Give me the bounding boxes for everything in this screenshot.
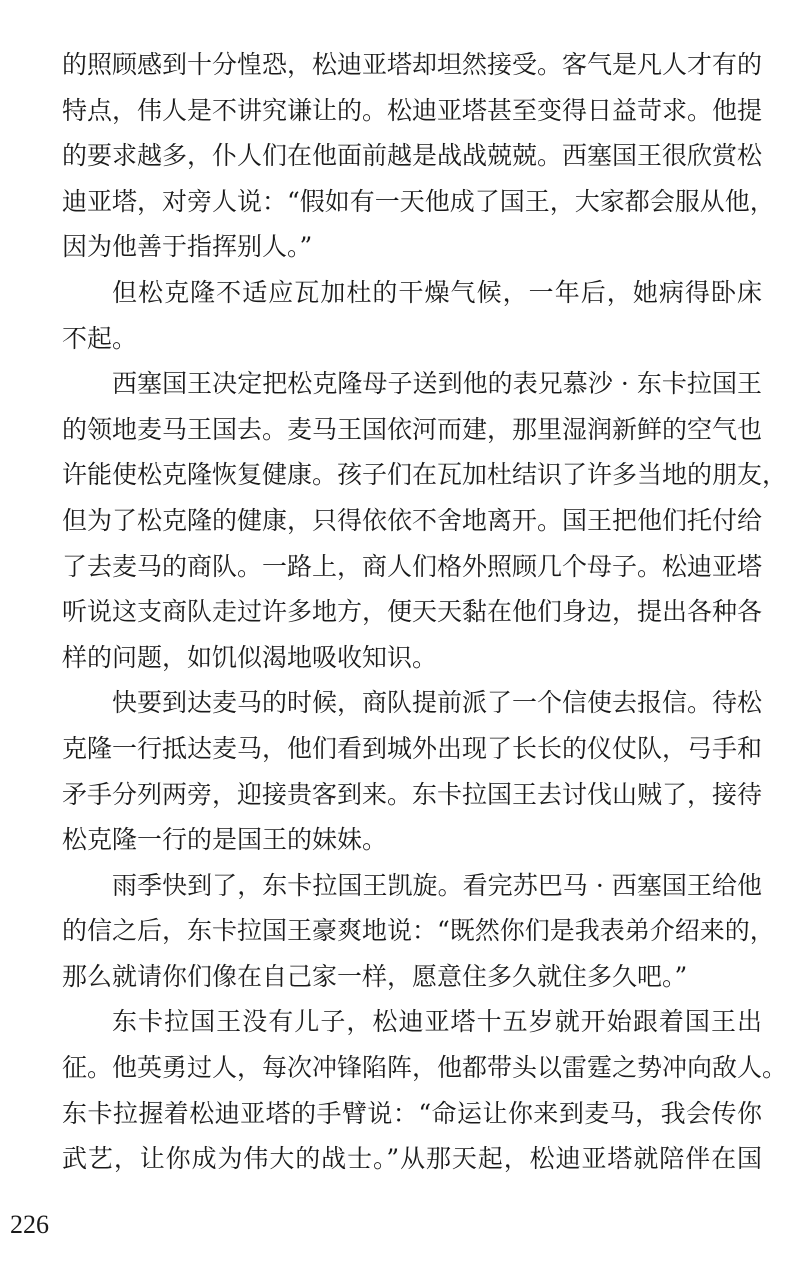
paragraph — [62, 42, 775, 270]
text-line: 许能使松克隆恢复健康。孩子们在瓦加杜结识了许多当地的朋友， — [62, 460, 788, 490]
paragraph — [62, 270, 762, 361]
text-line: 的要求越多，仆人们在他面前越是战战兢兢。西塞国王很欣赏松 — [62, 141, 763, 171]
text-line: 征。他英勇过人，每次冲锋陷阵，他都带头以雷霆之势冲向敌人。 — [62, 1053, 788, 1083]
paragraph — [62, 680, 762, 862]
text-line: 了去麦马的商队。一路上，商人们格外照顾几个母子。松迪亚塔 — [62, 551, 763, 581]
text-line: 武艺，让你成为伟大的战士。”从那天起，松迪亚塔就陪伴在国 — [62, 1144, 762, 1174]
text-line: 快要到达麦马的时候，商队提前派了一个信使去报信。待松 — [112, 688, 763, 718]
paragraph — [62, 361, 788, 680]
text-line: 克隆一行抵达麦马，他们看到城外出现了长长的仪仗队，弓手和 — [62, 733, 763, 763]
page-number: 226 — [10, 1210, 49, 1239]
text-line: 东卡拉国王没有儿子，松迪亚塔十五岁就开始跟着国王出 — [112, 1007, 762, 1037]
text-line: 迪亚塔，对旁人说：“假如有一天他成了国王，大家都会服从他， — [62, 186, 775, 216]
text-line: 松克隆一行的是国王的妹妹。 — [62, 825, 388, 855]
text-line: 但松克隆不适应瓦加杜的干燥气候，一年后，她病得卧床 — [112, 277, 762, 307]
paragraph — [62, 863, 775, 1000]
text-line: 因为他善于指挥别人。” — [62, 232, 313, 262]
text-line: 东卡拉握着松迪亚塔的手臂说：“命运让你来到麦马，我会传你 — [62, 1098, 762, 1128]
page-body — [62, 42, 788, 1182]
text-line: 听说这支商队走过许多地方，便天天黏在他们身边，提出各种各 — [62, 597, 763, 627]
text-line: 特点，伟人是不讲究谦让的。松迪亚塔甚至变得日益苛求。他提 — [62, 95, 763, 125]
paragraph — [62, 999, 788, 1181]
text-line: 样的问题，如饥似渴地吸收知识。 — [62, 642, 438, 672]
text-line: 的信之后，东卡拉国王豪爽地说：“既然你们是我表弟介绍来的， — [62, 916, 775, 946]
text-line: 西塞国王决定把松克隆母子送到他的表兄慕沙 · 东卡拉国王 — [112, 369, 762, 399]
text-line: 的领地麦马王国去。麦马王国依河而建，那里湿润新鲜的空气也 — [62, 414, 763, 444]
text-line: 但为了松克隆的健康，只得依依不舍地离开。国王把他们托付给 — [62, 505, 763, 535]
text-line: 矛手分列两旁，迎接贵客到来。东卡拉国王去讨伐山贼了，接待 — [62, 779, 763, 809]
text-line: 雨季快到了，东卡拉国王凯旋。看完苏巴马 · 西塞国王给他 — [112, 870, 762, 900]
text-line: 不起。 — [62, 323, 138, 353]
text-line: 那么就请你们像在自己家一样，愿意住多久就住多久吧。” — [62, 961, 688, 991]
text-line: 的照顾感到十分惶恐，松迪亚塔却坦然接受。客气是凡人才有的 — [62, 50, 763, 79]
